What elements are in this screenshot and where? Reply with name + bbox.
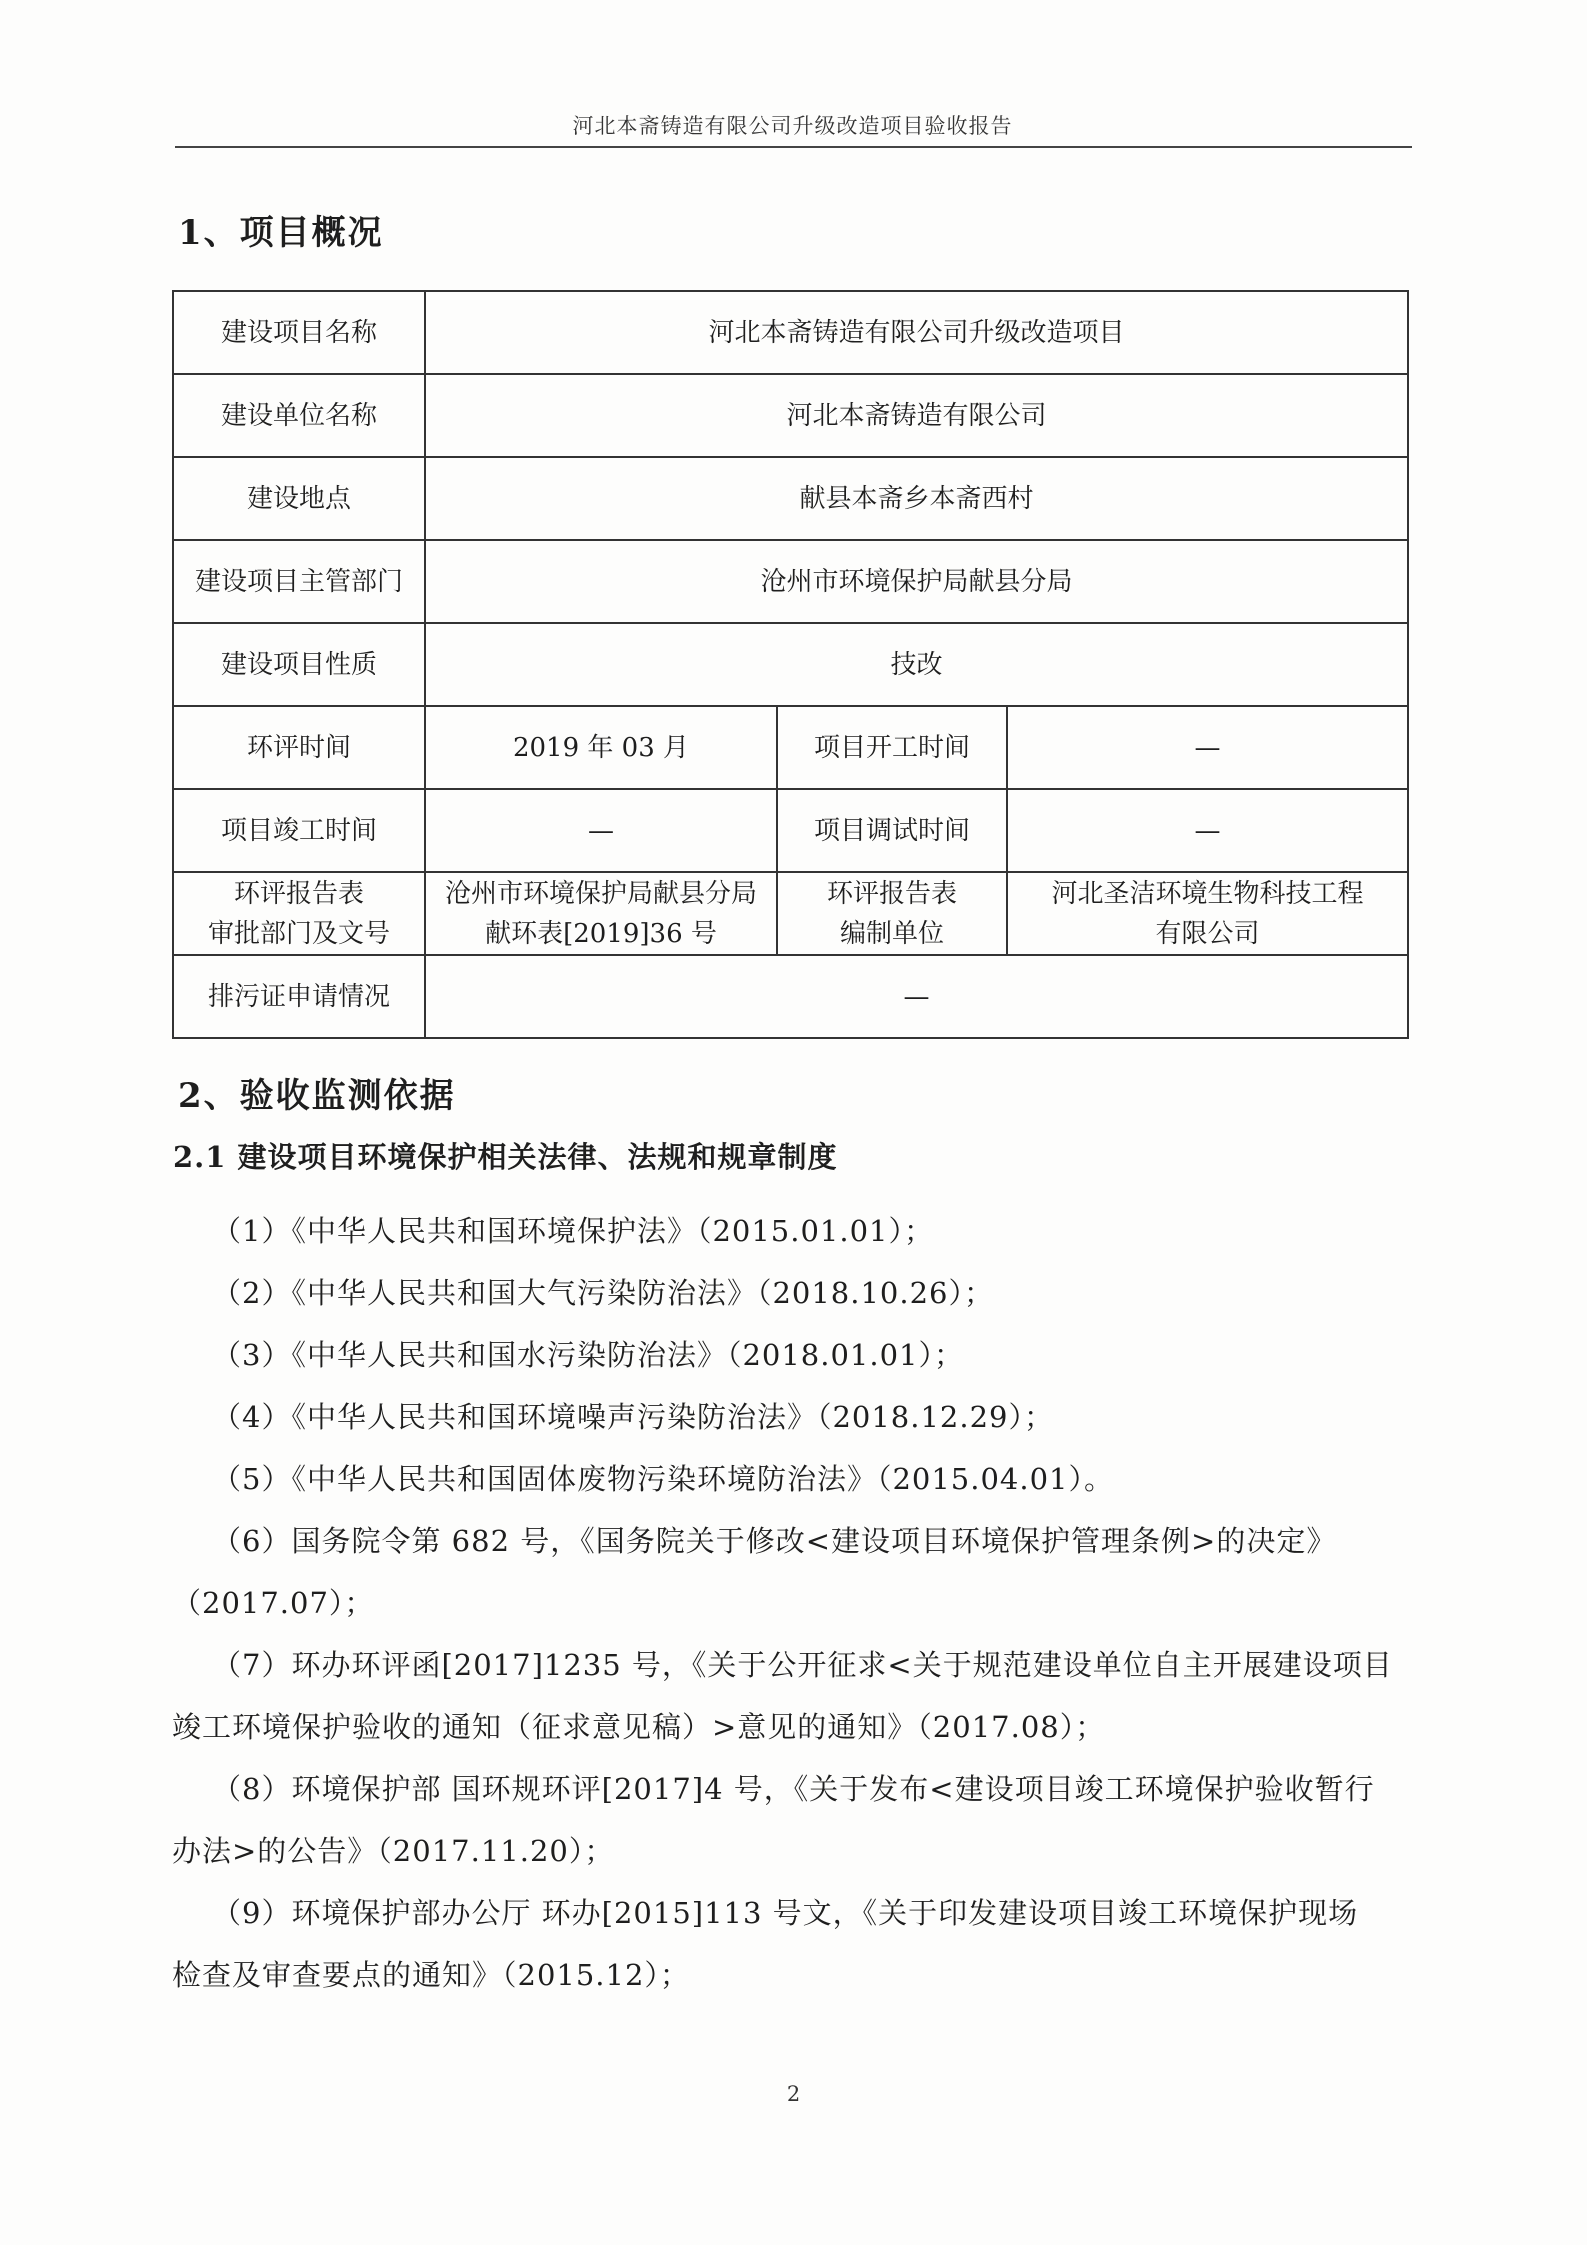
nature-value: 技改 (425, 623, 1408, 706)
table-row (173, 291, 1408, 374)
unit-value: 河北本斋铸造有限公司 (425, 374, 1408, 457)
section-2-1-subheading: 2.1 建设项目环境保护相关法律、法规和规章制度 (173, 1140, 838, 1174)
site-label: 建设地点 (173, 457, 425, 540)
unit-label: 建设单位名称 (173, 374, 425, 457)
site-value: 献县本斋乡本斋西村 (425, 457, 1408, 540)
list-item-continuation: 竣工环境保护验收的通知（征求意见稿）>意见的通知》（2017.08）； (172, 1710, 1106, 1744)
table-row (173, 706, 1408, 789)
prepare-label-line-1: 环评报告表 (826, 878, 957, 909)
list-item-continuation: （2017.07）； (172, 1586, 375, 1620)
list-item: （4）《中华人民共和国环境噪声污染防治法》（2018.12.29）； (212, 1400, 1054, 1434)
page-number: 2 (786, 2082, 801, 2106)
header-rule (175, 146, 1412, 148)
prepare-label (777, 872, 1007, 955)
project-name-value: 河北本斋铸造有限公司升级改造项目 (425, 291, 1408, 374)
project-name-label: 建设项目名称 (173, 291, 425, 374)
permit-value: — (425, 955, 1408, 1038)
authority-label: 建设项目主管部门 (173, 540, 425, 623)
permit-label: 排污证申请情况 (173, 955, 425, 1038)
table-row (173, 872, 1408, 955)
start-time-label: 项目开工时间 (777, 706, 1007, 789)
approval-label-line-1: 环评报告表 (233, 878, 364, 909)
list-item: （7）环办环评函[2017]1235 号，《关于公开征求<关于规范建设单位自主开展建设项目 (212, 1648, 1393, 1682)
list-item: （2）《中华人民共和国大气污染防治法》（2018.10.26）； (212, 1276, 994, 1310)
table-row (173, 457, 1408, 540)
prepare-label-line-2: 编制单位 (839, 918, 944, 949)
debug-value: — (1007, 789, 1408, 872)
prepare-value-line-2: 有限公司 (1155, 918, 1260, 949)
list-item: （5）《中华人民共和国固体废物污染环境防治法》（2015.04.01）。 (212, 1462, 1114, 1496)
table-row (173, 374, 1408, 457)
approval-value-line-2: 献环表[2019]36 号 (485, 918, 717, 949)
table-row (173, 789, 1408, 872)
authority-value: 沧州市环境保护局献县分局 (425, 540, 1408, 623)
section-1-heading: 1、项目概况 (178, 213, 384, 253)
eia-time-label: 环评时间 (173, 706, 425, 789)
completion-label: 项目竣工时间 (173, 789, 425, 872)
section-2-heading: 2、验收监测依据 (178, 1076, 456, 1116)
prepare-value-line-1: 河北圣洁环境生物科技工程 (1051, 878, 1364, 909)
debug-label: 项目调试时间 (777, 789, 1007, 872)
list-item: （6）国务院令第 682 号，《国务院关于修改<建设项目环境保护管理条例>的决定》 (212, 1524, 1337, 1558)
list-item: （9）环境保护部办公厅 环办[2015]113 号文，《关于印发建设项目竣工环境保护现场 (212, 1896, 1359, 1930)
list-item: （8）环境保护部 国环规环评[2017]4 号，《关于发布<建设项目竣工环境保护验收暂行 (212, 1772, 1375, 1806)
list-item: （3）《中华人民共和国水污染防治法》（2018.01.01）； (212, 1338, 964, 1372)
approval-label-line-2: 审批部门及文号 (207, 918, 390, 949)
regulations-list (172, 1200, 1412, 2006)
table-row (173, 623, 1408, 706)
table-row (173, 955, 1408, 1038)
completion-value: — (425, 789, 777, 872)
list-item: （1）《中华人民共和国环境保护法》（2015.01.01）； (212, 1214, 934, 1248)
running-header: 河北本斋铸造有限公司升级改造项目验收报告 (572, 114, 1013, 138)
list-item-continuation: 检查及审查要点的通知》（2015.12）； (172, 1958, 690, 1992)
project-overview-table (172, 290, 1409, 1039)
list-item-continuation: 办法>的公告》（2017.11.20）； (172, 1834, 615, 1868)
eia-time-value: 2019 年 03 月 (425, 706, 777, 789)
approval-value-line-1: 沧州市环境保护局献县分局 (444, 878, 757, 909)
start-time-value: — (1007, 706, 1408, 789)
prepare-value (1007, 872, 1408, 955)
nature-label: 建设项目性质 (173, 623, 425, 706)
approval-value (425, 872, 777, 955)
table-row (173, 540, 1408, 623)
approval-label (173, 872, 425, 955)
